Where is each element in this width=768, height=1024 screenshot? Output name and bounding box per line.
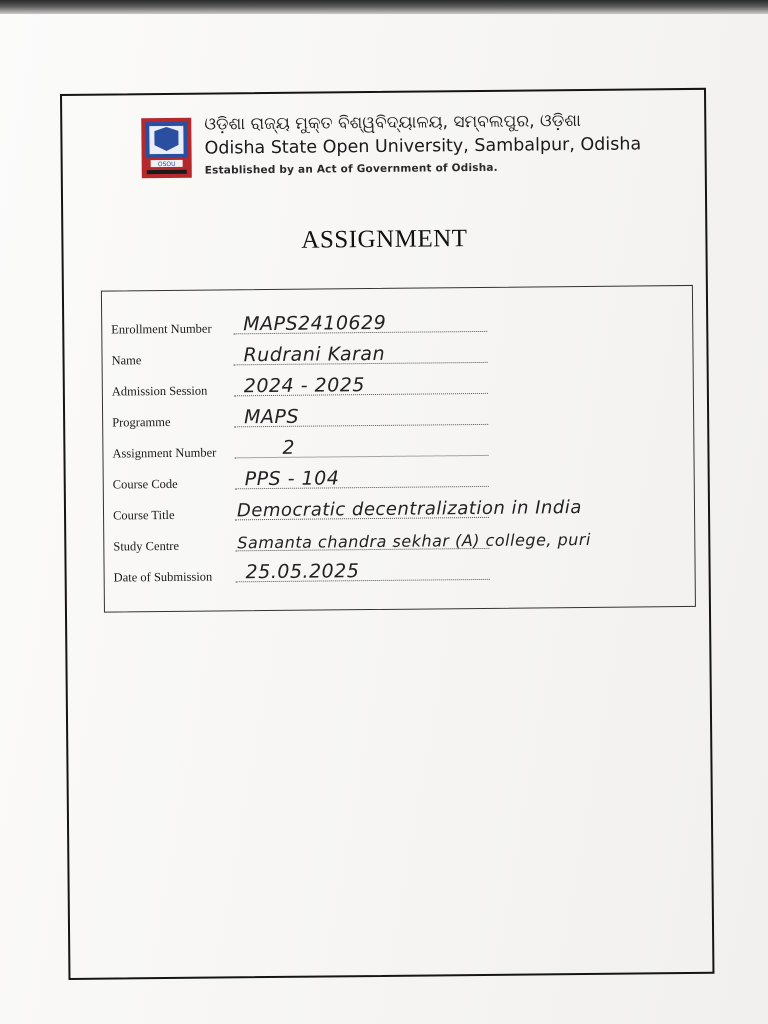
field-name <box>111 341 711 369</box>
field-course-code <box>113 465 713 493</box>
field-enrollment-number <box>111 310 711 338</box>
field-admission-session <box>112 372 712 400</box>
field-label: Enrollment Number <box>111 321 212 337</box>
field-label: Name <box>111 353 142 368</box>
field-label: Programme <box>112 414 171 430</box>
scanned-page <box>0 14 768 1024</box>
field-course-title <box>113 496 713 524</box>
field-assignment-number <box>112 434 712 462</box>
field-programme <box>112 403 712 431</box>
university-name: Odisha State Open University, Sambalpur, Odisha <box>204 134 642 159</box>
field-label: Study Centre <box>113 538 180 554</box>
logo-text: OSOU <box>157 160 176 169</box>
field-label: Admission Session <box>111 383 208 399</box>
field-value: 2 <box>282 436 296 459</box>
field-label: Course Title <box>112 507 175 523</box>
field-value: PPS - 104 <box>244 467 340 491</box>
field-value: Democratic decentralization in India <box>236 497 582 522</box>
university-name-odia: ଓଡ଼ିଶା ରାଜ୍ୟ ମୁକ୍ତ ବିଶ୍ୱବିଦ୍ୟାଳୟ, ସମ୍ବଲପୁର, ଓଡ଼ିଶା <box>204 111 581 135</box>
field-value: MAPS2410629 <box>243 311 387 336</box>
field-study-centre <box>113 527 713 555</box>
field-value: MAPS <box>244 405 300 429</box>
established-note: Established by an Act of Government of Odisha. <box>204 161 498 177</box>
field-value: 25.05.2025 <box>245 560 360 584</box>
field-label: Assignment Number <box>112 445 217 461</box>
page-border <box>60 88 714 980</box>
field-value: Samanta chandra sekhar (A) college, puri <box>237 529 591 553</box>
field-label: Date of Submission <box>113 569 213 585</box>
university-logo-icon <box>140 117 193 179</box>
field-value: 2024 - 2025 <box>243 374 366 398</box>
field-date-of-submission <box>114 558 714 586</box>
dotted-line <box>234 455 488 458</box>
field-label: Course Code <box>112 476 178 492</box>
assignment-details-box <box>101 285 696 613</box>
document-title: ASSIGNMENT <box>301 225 468 254</box>
field-value: Rudrani Karan <box>243 342 386 367</box>
